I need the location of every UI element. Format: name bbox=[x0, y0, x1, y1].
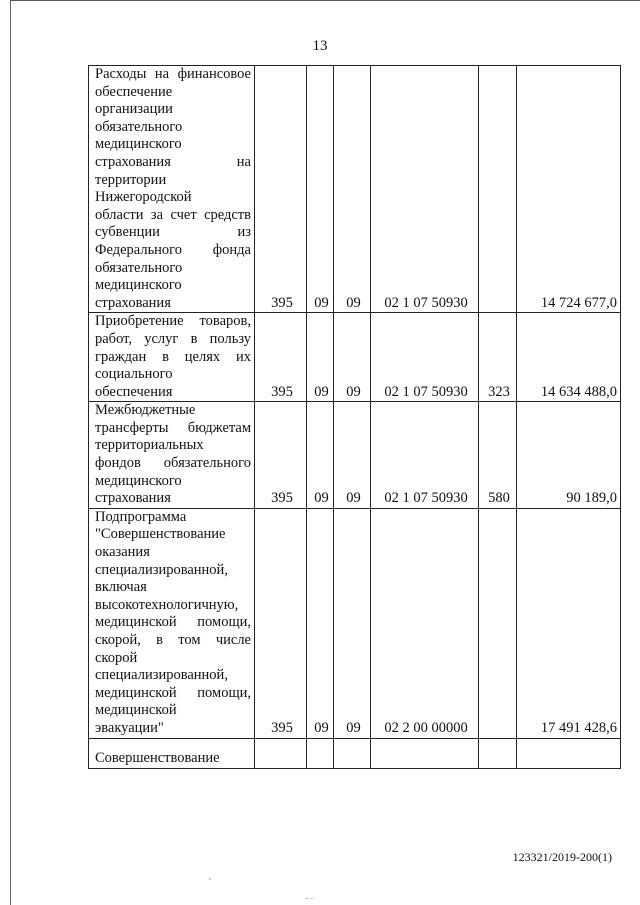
row-name-line: эвакуации" bbox=[95, 719, 164, 736]
row-name-line: граждан в целях их bbox=[95, 348, 251, 365]
row-name-line: области за счет средств bbox=[95, 206, 251, 223]
row-name-line: специализированной, bbox=[95, 561, 228, 578]
scan-speck: , bbox=[209, 872, 211, 881]
page-number: 13 bbox=[312, 38, 328, 54]
page-frame-top bbox=[10, 0, 640, 1]
row-gr-cell bbox=[255, 738, 307, 768]
row-vr-cell bbox=[479, 508, 517, 738]
row-name-line: обязательного bbox=[95, 118, 183, 135]
row-name-line: страхования bbox=[95, 294, 171, 311]
row-gr-cell: 395 bbox=[255, 402, 307, 509]
row-gr-cell: 395 bbox=[255, 508, 307, 738]
row-name-line: страхования на bbox=[95, 153, 251, 170]
table-row bbox=[89, 738, 621, 768]
row-csr-cell bbox=[371, 738, 479, 768]
row-amount-cell: 90 189,0 bbox=[517, 402, 621, 509]
row-name-line: медицинского bbox=[95, 472, 182, 489]
row-name-line: трансферты бюджетам bbox=[95, 419, 251, 436]
row-name-line: Подпрограмма bbox=[95, 508, 187, 525]
row-csr-cell: 02 1 07 50930 bbox=[371, 66, 479, 313]
row-amount-cell: 17 491 428,6 bbox=[517, 508, 621, 738]
row-name-line: социального bbox=[95, 366, 173, 383]
row-gr-cell: 395 bbox=[255, 66, 307, 313]
row-vr-cell: 323 bbox=[479, 313, 517, 402]
table-row bbox=[89, 66, 621, 313]
row-vr-cell bbox=[479, 66, 517, 313]
budget-table bbox=[88, 65, 621, 769]
row-name-line: обеспечения bbox=[95, 383, 173, 400]
row-amount-cell: 14 724 677,0 bbox=[517, 66, 621, 313]
row-name-cell bbox=[89, 313, 255, 402]
row-gr-cell: 395 bbox=[255, 313, 307, 402]
row-name-line: Совершенствование bbox=[95, 749, 220, 766]
row-name-line: медицинской помощи, bbox=[95, 614, 251, 631]
row-pr-cell: 09 bbox=[334, 508, 371, 738]
row-rz-cell: 09 bbox=[307, 66, 334, 313]
row-name-line: территориальных bbox=[95, 437, 204, 454]
row-name-line: "Совершенствование bbox=[95, 526, 226, 543]
row-name-line: медицинского bbox=[95, 136, 182, 153]
row-name-line: работ, услуг в пользу bbox=[95, 330, 251, 347]
row-rz-cell bbox=[307, 738, 334, 768]
row-rz-cell: 09 bbox=[307, 402, 334, 509]
row-csr-cell: 02 2 00 00000 bbox=[371, 508, 479, 738]
row-amount-cell bbox=[517, 738, 621, 768]
row-name-line: Нижегородской bbox=[95, 189, 192, 206]
row-name-line: специализированной, bbox=[95, 667, 228, 684]
row-name-line: Межбюджетные bbox=[95, 402, 196, 419]
row-name-line: страхования bbox=[95, 490, 171, 507]
row-name-line: Приобретение товаров, bbox=[95, 313, 251, 330]
row-name-line: Федерального фонда bbox=[95, 241, 251, 258]
row-name-line: включая bbox=[95, 579, 147, 596]
row-name-line: обеспечение bbox=[95, 83, 173, 100]
row-rz-cell: 09 bbox=[307, 313, 334, 402]
row-name-cell bbox=[89, 402, 255, 509]
row-name-cell bbox=[89, 66, 255, 313]
row-vr-cell bbox=[479, 738, 517, 768]
table-row bbox=[89, 508, 621, 738]
row-csr-cell: 02 1 07 50930 bbox=[371, 402, 479, 509]
document-code: 123321/2019-200(1) bbox=[512, 850, 612, 864]
row-name-line: Расходы на финансовое bbox=[95, 66, 251, 82]
row-name-line: субвенции из bbox=[95, 224, 251, 241]
row-name-line: скорой, в том числе bbox=[95, 632, 251, 648]
row-name-line: фондов обязательного bbox=[95, 455, 251, 472]
scan-speck: .. . bbox=[305, 892, 313, 901]
row-name-line: медицинской bbox=[95, 702, 177, 719]
row-rz-cell: 09 bbox=[307, 508, 334, 738]
row-csr-cell: 02 1 07 50930 bbox=[371, 313, 479, 402]
row-name-line: медицинской помощи, bbox=[95, 684, 251, 701]
row-name-line: высокотехнологичную, bbox=[95, 596, 239, 613]
row-pr-cell: 09 bbox=[334, 313, 371, 402]
row-pr-cell bbox=[334, 738, 371, 768]
page-frame-left bbox=[10, 0, 11, 905]
row-name-line: организации bbox=[95, 101, 173, 118]
row-name-line: обязательного bbox=[95, 259, 183, 276]
table-row bbox=[89, 313, 621, 402]
row-name-line: скорой bbox=[95, 649, 138, 666]
row-name-line: территории bbox=[95, 171, 167, 188]
row-pr-cell: 09 bbox=[334, 402, 371, 509]
row-name-line: медицинского bbox=[95, 277, 182, 294]
row-amount-cell: 14 634 488,0 bbox=[517, 313, 621, 402]
row-vr-cell: 580 bbox=[479, 402, 517, 509]
row-name-cell bbox=[89, 508, 255, 738]
table-row bbox=[89, 402, 621, 509]
row-name-line: оказания bbox=[95, 544, 150, 561]
row-name-cell bbox=[89, 738, 255, 768]
row-pr-cell: 09 bbox=[334, 66, 371, 313]
